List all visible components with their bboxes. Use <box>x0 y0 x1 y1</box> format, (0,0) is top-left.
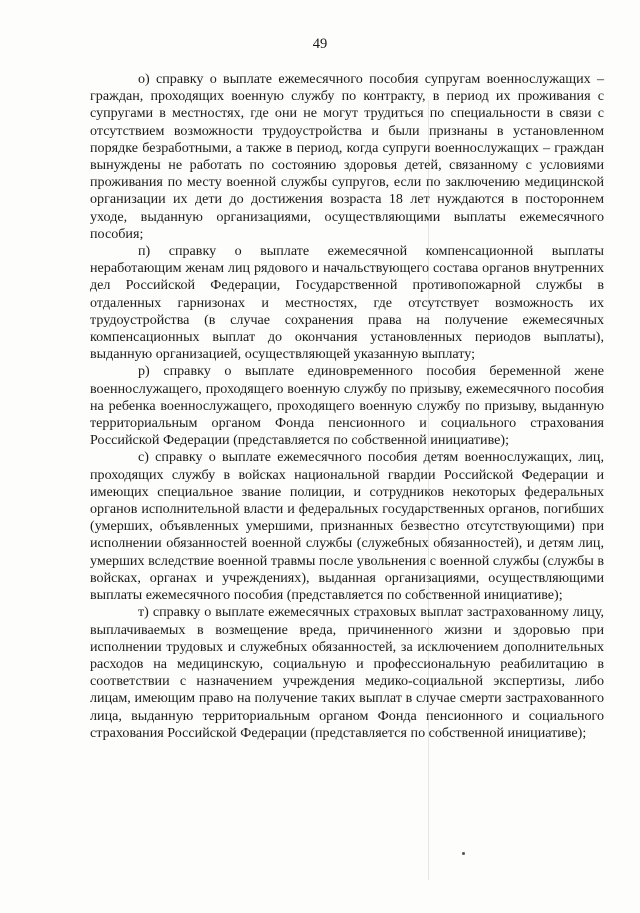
paragraph-t: т) справку о выплате ежемесячных страховых выплат застрахованному лицу, выплачиваемых в возмещение вреда, причиненного жизни и здоровью при исполнении трудовых и служебных обязанностей, за исключением дополнительных расходов на медицинскую, социальную и профессиональную реабилитацию в соответствии с назначением учреждения медико-социальной экспертизы, либо лицам, имеющим право на получение таких выплат в случае смерти застрахованного лица, выданную территориальным органом Фонда пенсионного и социального страхования Российской Федерации (представляется по собственной инициативе); <box>90 604 604 741</box>
paragraph-o: о) справку о выплате ежемесячного пособия супругам военнослужащих – граждан, проходящих военную службу по контракту, в период их проживания с супругами в местностях, где они не могут трудиться по специальности в связи с отсутствием возможности трудоустройства и были признаны в установленном порядке безработными, а также в период, когда супруги военнослужащих – граждан вынуждены не работать по состоянию здоровья детей, связанному с условиями проживания по месту военной службы супругов, если по заключению медицинской организации их дети до достижения возраста 18 лет нуждаются в постороннем уходе, выданную организациями, осуществляющими выплаты ежемесячного пособия; <box>90 71 604 242</box>
document-body <box>90 71 604 742</box>
scan-artifact-line <box>428 100 429 880</box>
page-number: 49 <box>312 36 328 52</box>
paragraph-r: р) справку о выплате единовременного пособия беременной жене военнослужащего, проходящего военную службу по призыву, ежемесячного пособия на ребенка военнослужащего, проходящего военную службу по призыву, выданную территориальным органом Фонда пенсионного и социального страхования Российской Федерации (представляется по собственной инициативе); <box>90 363 604 449</box>
paragraph-s: с) справку о выплате ежемесячного пособия детям военнослужащих, лиц, проходящих службу в войсках национальной гвардии Российской Федерации и имеющих специальное звание полиции, и сотрудников некоторых федеральных органов исполнительной власти и федеральных государственных органов, погибших (умерших, объявленных умершими, признанных безвестно отсутствующими) при исполнении обязанностей военной службы (служебных обязанностей), и детям лиц, умерших вследствие военной травмы после увольнения с военной службы (службы в войсках, органах и учреждениях), выданная организациями, осуществляющими выплаты ежемесячного пособия (представляется по собственной инициативе); <box>90 449 604 604</box>
scan-artifact-dot <box>462 852 465 855</box>
paragraph-p: п) справку о выплате ежемесячной компенсационной выплаты неработающим женам лиц рядового и начальствующего состава органов внутренних дел Российской Федерации, Государственной противопожарной службы в отдаленных гарнизонах и местностях, где отсутствует возможность их трудоустройства (в случае сохранения права на получение ежемесячных компенсационных выплат до окончания установленных периодов выплаты), выданную организацией, осуществляющей указанную выплату; <box>90 243 604 363</box>
